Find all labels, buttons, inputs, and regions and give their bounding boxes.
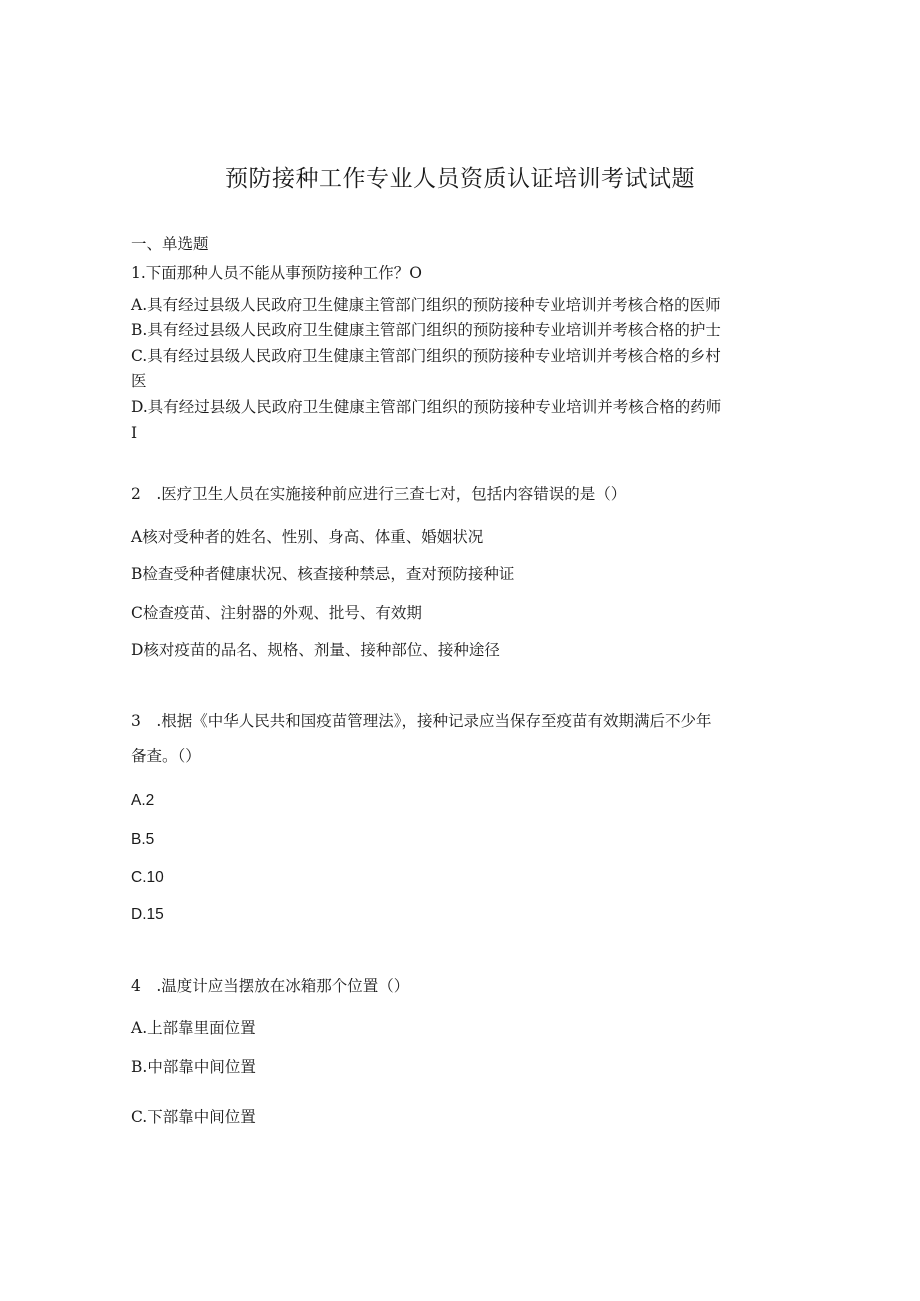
question-4-option-c: C.下部靠中间位置: [131, 1108, 256, 1126]
question-2-option-b: B检查受种者健康状况、核查接种禁忌，查对预防接种证: [131, 565, 515, 583]
question-4-stem: 4 .温度计应当摆放在冰箱那个位置（）: [131, 977, 410, 995]
question-1-option-b: B.具有经过县级人民政府卫生健康主管部门组织的预防接种专业培训并考核合格的护士: [131, 321, 721, 339]
question-1-option-a: A.具有经过县级人民政府卫生健康主管部门组织的预防接种专业培训并考核合格的医师: [131, 296, 721, 314]
question-2-option-c: C检查疫苗、注射器的外观、批号、有效期: [131, 604, 422, 622]
question-1-stem: 1.下面那种人员不能从事预防接种工作？O: [131, 264, 422, 282]
question-3-option-c: C.10: [131, 869, 164, 886]
question-3-option-b: B.5: [131, 831, 155, 848]
section-heading: 一、单选题: [131, 235, 209, 253]
question-3-stem-continued: 备查。（）: [131, 747, 201, 765]
question-1-option-d-continued: I: [131, 424, 138, 442]
question-4-option-b: B.中部靠中间位置: [131, 1058, 256, 1076]
question-2-option-a: A核对受种者的姓名、性别、身高、体重、婚姻状况: [131, 528, 484, 546]
question-2-option-d: D核对疫苗的品名、规格、剂量、接种部位、接种途径: [131, 641, 500, 659]
question-3-option-d: D.15: [131, 906, 164, 923]
question-4-option-a: A.上部靠里面位置: [131, 1019, 256, 1037]
question-1-option-c-continued: 医: [131, 372, 147, 390]
question-2-stem: 2 .医疗卫生人员在实施接种前应进行三查七对，包括内容错误的是（）: [131, 485, 627, 503]
question-3-stem: 3 .根据《中华人民共和国疫苗管理法》，接种记录应当保存至疫苗有效期满后不少年: [131, 712, 712, 730]
question-1-option-d: D.具有经过县级人民政府卫生健康主管部门组织的预防接种专业培训并考核合格的药师: [131, 398, 722, 416]
question-1-option-c: C.具有经过县级人民政府卫生健康主管部门组织的预防接种专业培训并考核合格的乡村: [131, 347, 721, 365]
question-3-option-a: A.2: [131, 792, 155, 809]
document-title: 预防接种工作专业人员资质认证培训考试试题: [225, 166, 695, 192]
